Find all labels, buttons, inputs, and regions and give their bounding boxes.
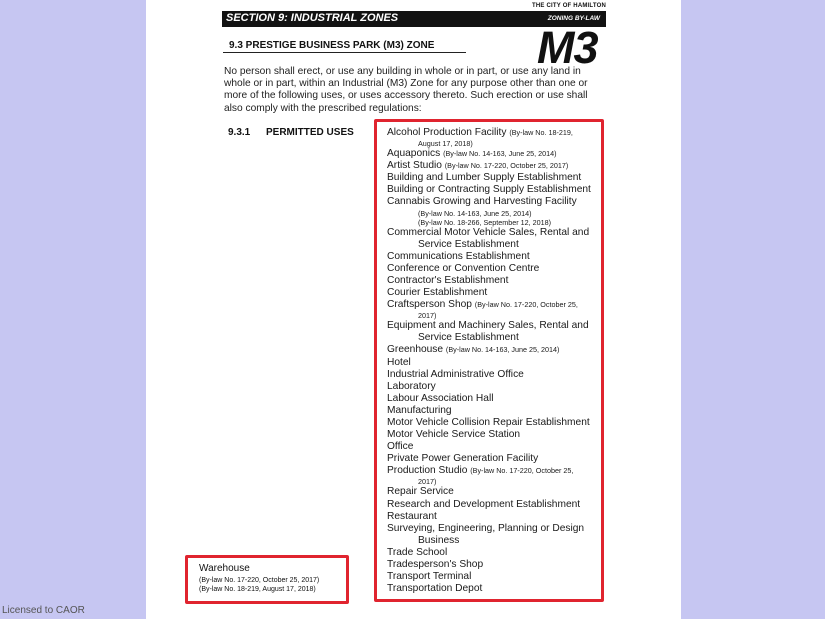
use-name: Aquaponics bbox=[387, 148, 441, 160]
permitted-use-item bbox=[387, 465, 607, 486]
use-name: Craftsperson Shop bbox=[387, 299, 472, 311]
permitted-use-item bbox=[387, 263, 607, 275]
use-name: Artist Studio bbox=[387, 160, 442, 172]
permitted-use-item bbox=[387, 453, 607, 465]
section-heading: PERMITTED USES bbox=[266, 127, 354, 138]
zone-code: M3 bbox=[537, 22, 598, 73]
permitted-use-item bbox=[387, 344, 607, 356]
bylaw-note: (By-law No. 17-220, October 25, bbox=[474, 300, 578, 310]
use-name: Building or Contracting Supply Establishment bbox=[387, 184, 591, 196]
use-name: Manufacturing bbox=[387, 404, 452, 416]
use-name: Building and Lumber Supply Establishment bbox=[387, 172, 582, 184]
use-name: Tradesperson's Shop bbox=[387, 559, 484, 570]
use-name: Labour Association Hall bbox=[387, 392, 494, 404]
city-header: THE CITY OF HAMILTON bbox=[532, 3, 606, 9]
bylaw-note: (By-law No. 17-220, October 25, bbox=[470, 466, 574, 476]
use-name: Equipment and Machinery Sales, Rental and bbox=[387, 320, 589, 332]
bylaw-note: 2017) bbox=[418, 477, 437, 487]
use-name: Transportation Depot bbox=[387, 583, 483, 595]
permitted-use-item bbox=[387, 429, 607, 441]
permitted-use-item bbox=[387, 393, 607, 405]
permitted-use-item bbox=[387, 486, 607, 498]
use-name: Transport Terminal bbox=[387, 571, 472, 583]
use-name-continued: Business bbox=[418, 534, 460, 546]
permitted-uses-list bbox=[387, 127, 607, 595]
use-name: Hotel bbox=[387, 356, 411, 368]
permitted-use-item bbox=[387, 523, 607, 547]
use-name: Industrial Administrative Office bbox=[387, 368, 524, 380]
use-name: Research and Development Establishment bbox=[387, 498, 581, 510]
bylaw-note: 2017) bbox=[418, 311, 437, 321]
permitted-use-item bbox=[387, 381, 607, 393]
permitted-use-item bbox=[387, 299, 607, 320]
bylaw-note: (By-law No. 17-220, October 25, 2017) bbox=[444, 161, 569, 171]
permitted-use-item bbox=[387, 499, 607, 511]
warehouse-note: (By-law No. 17-220, October 25, 2017) bbox=[199, 577, 320, 584]
use-name: Repair Service bbox=[387, 486, 454, 498]
bylaw-note: August 17, 2018) bbox=[418, 139, 473, 149]
bylaw-note: (By-law No. 18-219, bbox=[509, 128, 573, 137]
use-name-continued: Service Establishment bbox=[418, 332, 519, 344]
use-name: Motor Vehicle Service Station bbox=[387, 429, 521, 441]
permitted-use-item bbox=[387, 227, 607, 251]
section-number: 9.3.1 bbox=[228, 127, 251, 138]
permitted-use-item bbox=[387, 251, 607, 263]
use-name-continued: Service Establishment bbox=[418, 238, 519, 250]
use-name: Greenhouse bbox=[387, 344, 444, 356]
zone-title: 9.3 PRESTIGE BUSINESS PARK (M3) ZONE bbox=[229, 40, 435, 51]
permitted-use-item bbox=[387, 511, 607, 523]
use-name: Private Power Generation Facility bbox=[387, 453, 539, 465]
permitted-use-item bbox=[387, 547, 607, 559]
permitted-use-item bbox=[387, 583, 607, 595]
use-name: Production Studio bbox=[387, 465, 468, 477]
permitted-use-item bbox=[387, 287, 607, 299]
use-name: Trade School bbox=[387, 546, 448, 558]
warehouse-label: Warehouse bbox=[199, 563, 250, 574]
permitted-use-item bbox=[387, 196, 607, 226]
permitted-use-item bbox=[387, 357, 607, 369]
use-name: Commercial Motor Vehicle Sales, Rental and bbox=[387, 226, 590, 238]
permitted-use-item bbox=[387, 369, 607, 381]
permitted-use-item bbox=[387, 320, 607, 344]
use-name: Cannabis Growing and Harvesting Facility bbox=[387, 196, 577, 208]
permitted-use-item bbox=[387, 405, 607, 417]
use-name: Conference or Convention Centre bbox=[387, 262, 540, 274]
permitted-use-item bbox=[387, 184, 607, 196]
use-name: Motor Vehicle Collision Repair Establishment bbox=[387, 416, 590, 428]
zoning-bylaw-label: ZONING BY-LAW bbox=[547, 15, 600, 22]
permitted-use-item bbox=[387, 441, 607, 453]
permitted-use-item bbox=[387, 160, 607, 172]
use-name: Surveying, Engineering, Planning or Design bbox=[387, 522, 585, 534]
use-name: Restaurant bbox=[387, 510, 437, 522]
use-name: Courier Establishment bbox=[387, 287, 488, 299]
permitted-use-item bbox=[387, 275, 607, 287]
use-name: Office bbox=[387, 441, 414, 453]
permitted-use-item bbox=[387, 127, 607, 148]
bylaw-note: (By-law No. 14-163, June 25, 2014) bbox=[418, 208, 532, 218]
warehouse-note: (By-law No. 18-219, August 17, 2018) bbox=[199, 586, 316, 593]
use-name: Contractor's Establishment bbox=[387, 274, 509, 286]
bylaw-note: (By-law No. 14-163, June 25, 2014) bbox=[443, 149, 557, 159]
bylaw-note: (By-law No. 14-163, June 25, 2014) bbox=[445, 345, 560, 355]
use-name: Alcohol Production Facility bbox=[387, 127, 507, 138]
permitted-use-item bbox=[387, 559, 607, 571]
bylaw-note: (By-law No. 18-266, September 12, 2018) bbox=[418, 217, 552, 227]
section-title: SECTION 9: INDUSTRIAL ZONES bbox=[226, 12, 399, 24]
use-name: Laboratory bbox=[387, 380, 436, 392]
permitted-use-item bbox=[387, 417, 607, 429]
use-name: Communications Establishment bbox=[387, 250, 530, 262]
permitted-use-item bbox=[387, 571, 607, 583]
permitted-use-item bbox=[387, 148, 607, 160]
intro-paragraph: No person shall erect, or use any building in whole or in part, or use any land in whole or in part, within an Industrial (M3) Zone for any purpose other than one or more of the following uses, or uses accessory thereto. Such erection or use shall also comply with the prescribed regulations: bbox=[224, 66, 588, 114]
license-watermark: Licensed to CAOR bbox=[2, 605, 85, 616]
permitted-use-item bbox=[387, 172, 607, 184]
zone-title-underline bbox=[223, 52, 466, 53]
